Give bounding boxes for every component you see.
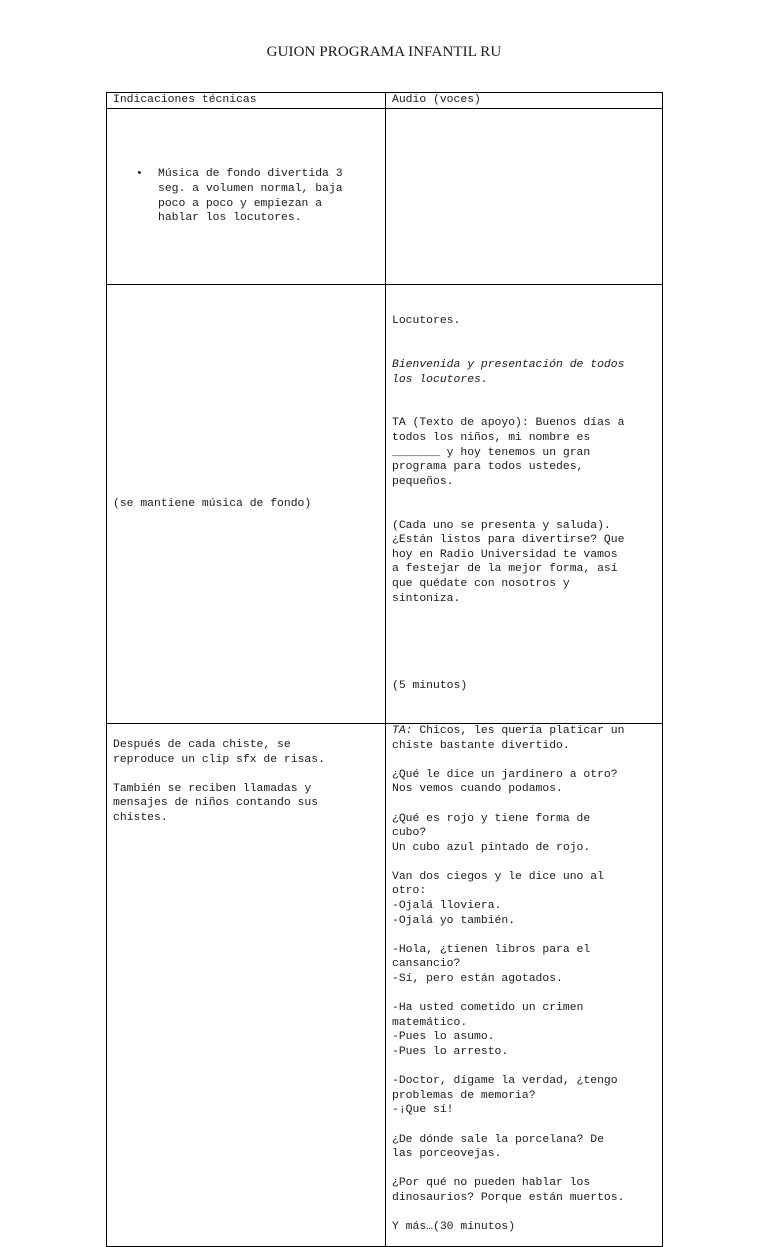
table-row <box>107 285 663 724</box>
audio-line: (5 minutos) <box>392 680 468 693</box>
list-item-text: Música de fondo divertida 3 seg. a volumen normal, baja poco a poco y empiezan a hablar los locutores. <box>158 168 343 225</box>
ta-label: TA: <box>392 724 413 737</box>
page-title: GUION PROGRAMA INFANTIL RU <box>266 44 502 60</box>
table-row <box>107 723 663 1246</box>
technical-cell-background-music: (se mantiene música de fondo) <box>107 285 386 724</box>
table-header-row <box>107 93 663 109</box>
audio-cell-empty <box>386 109 663 285</box>
ta-text: Chicos, les quería platicar un chiste bastante divertido. <box>392 724 625 752</box>
header-technical-indications: Indicaciones técnicas <box>107 93 386 109</box>
technical-cell-jokes: Después de cada chiste, se reproduce un clip sfx de risas. También se reciben llamadas y mensajes de niños contando sus chistes. <box>107 723 386 1246</box>
audio-line <box>392 635 658 650</box>
audio-line: Locutores. <box>392 315 461 328</box>
table-row <box>107 109 663 285</box>
jokes-body: ¿Qué le dice un jardinero a otro? Nos vemos cuando podamos. ¿Qué es rojo y tiene forma de cubo? Un cubo azul pintado de rojo. Van dos ciegos y le dice uno al otro: -Ojalá lloviera. -Ojalá yo también. -Hola, ¿tienen libros para el cansancio? -Sí, pero están agotados. -Ha usted cometido un crimen matemático. -Pues lo asumo. -Pues lo arresto. -Doctor, dígame la verdad, ¿tengo problemas de memoria? -¡Que sí! ¿De dónde sale la porcelana? De las porceovejas. ¿Por qué no pueden hablar los dinosaurios? Porque están muertos. Y más…(30 minutos) <box>392 768 625 1234</box>
header-audio-voices: Audio (voces) <box>386 93 663 109</box>
audio-line: (Cada uno se presenta y saluda). ¿Están listos para divertirse? Que hoy en Radio Universidad te vamos a festejar de la mejor forma, así que quédate con nosotros y sintoniza. <box>392 519 625 605</box>
audio-cell-jokes <box>386 723 663 1246</box>
audio-line: TA (Texto de apoyo): Buenos días a todos los niños, mi nombre es _______ y hoy tenemos un gran programa para todos ustedes, pequeños. <box>392 417 625 488</box>
technical-cell-music-intro <box>107 109 386 285</box>
audio-cell-introduction <box>386 285 663 724</box>
bullet-list <box>113 138 381 255</box>
list-item <box>136 167 381 225</box>
audio-line: Bienvenida y presentación de todos los locutores. <box>392 359 625 386</box>
bullet-icon: • <box>136 168 143 181</box>
script-table <box>106 92 663 1247</box>
